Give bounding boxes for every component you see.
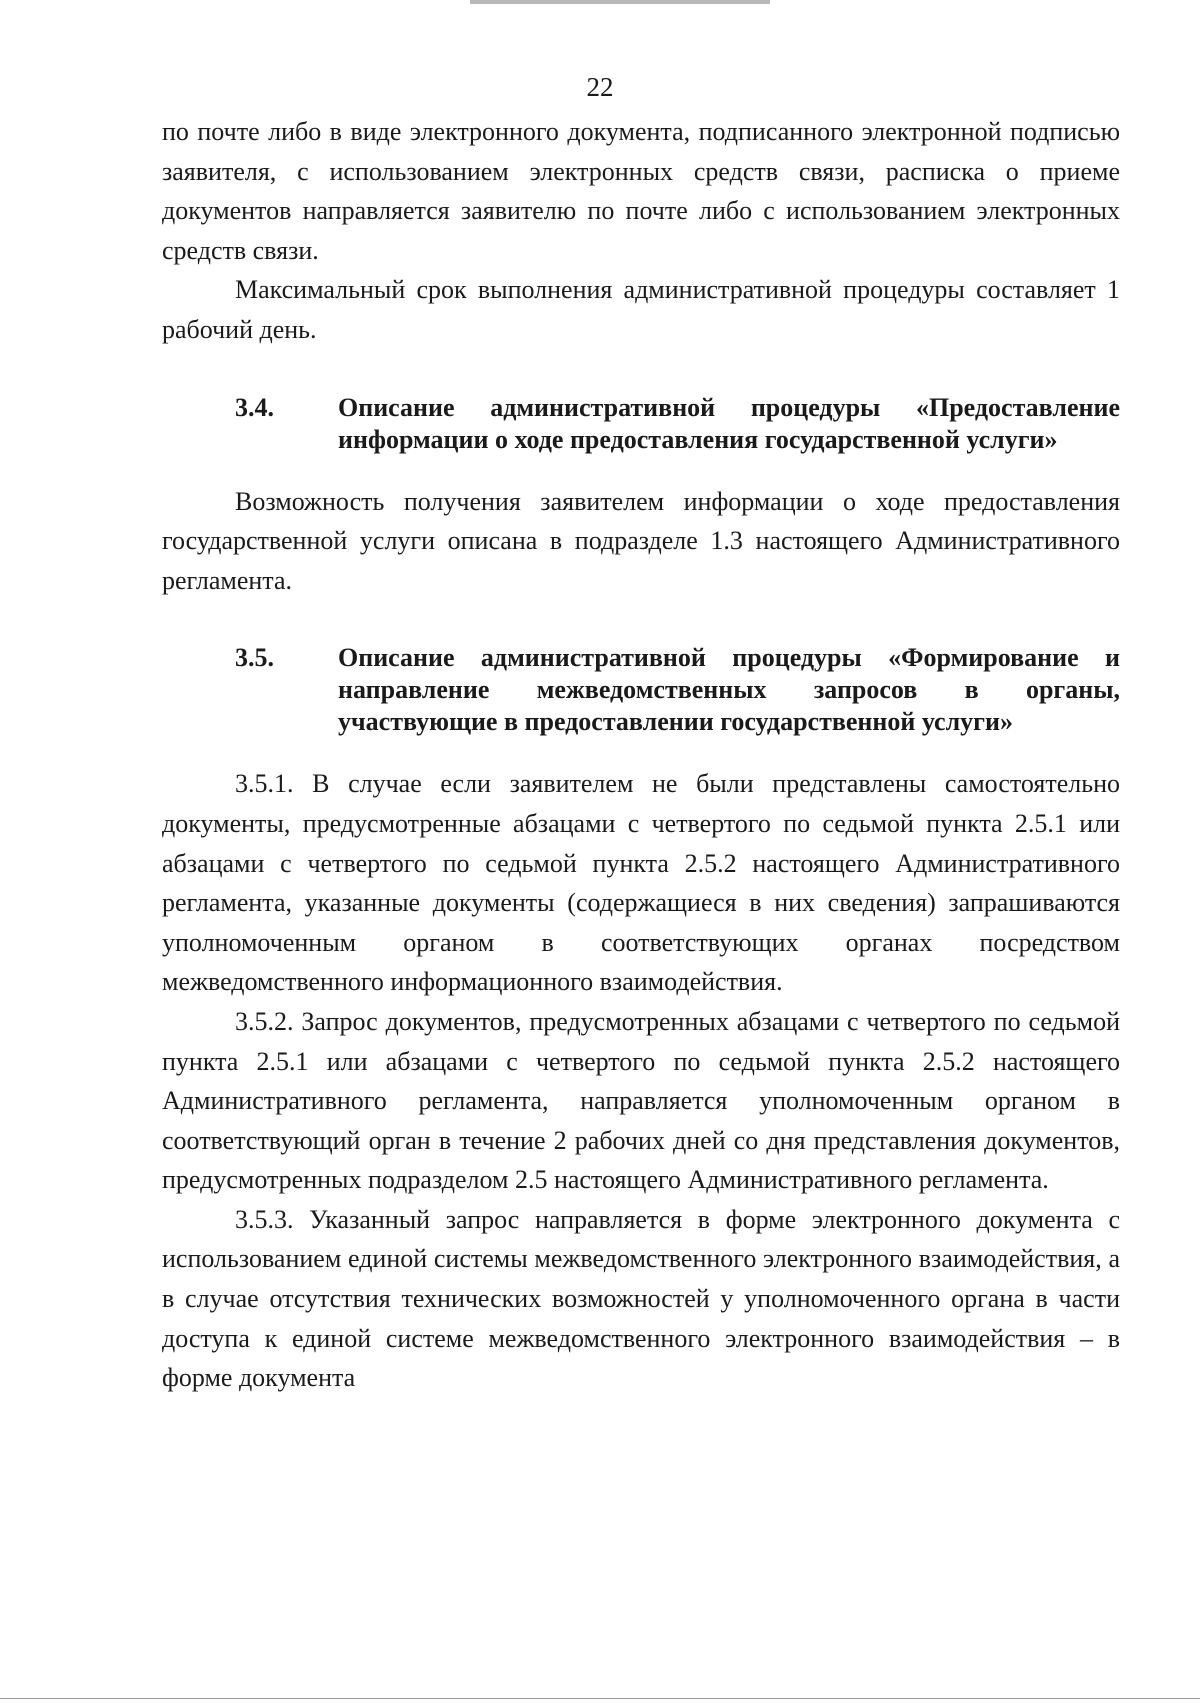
paragraph-3-4-body: Возможность получения заявителем информации о ходе предоставления государственной услуги описана в подразделе 1.3 настоящего Административного регламента. [162,486,1120,595]
section-title: Описание административной процедуры «Формирование и направление межведомственных запросов в органы, участвующие в предоставлении государственной услуги» [338,643,1120,737]
section-heading-3-4 [162,392,1120,456]
page-number: 22 [586,72,614,102]
section-title: Описание административной процедуры «Предоставление информации о ходе предоставления государственной услуги» [338,392,1120,454]
section-number: 3.5. [235,643,274,673]
paragraph-max-term: Максимальный срок выполнения административной процедуры составляет 1 рабочий день. [162,275,1120,344]
paragraph-continuation: по почте либо в виде электронного документа, подписанного электронной подписью заявителя, с использованием электронных средств связи, расписка о приеме документов направляется заявителю по почте либо с использованием электронных средств связи. [162,117,1120,265]
section-heading-3-5 [162,642,1120,738]
section-number: 3.4. [235,392,274,422]
document-body [162,112,1120,1398]
paragraph-3-5-1: 3.5.1. В случае если заявителем не были представлены самостоятельно документы, предусмотренные абзацами с четвертого по седьмой пункта 2.5.1 или абзацами с четвертого по седьмой пункта 2.5.2 настоящего Административного регламента, указанные документы (содержащиеся в них сведения) запрашиваются уполномоченным органом в соответствующих органах посредством межведомственного информационного взаимодействия. [162,769,1120,997]
paragraph-3-5-2: 3.5.2. Запрос документов, предусмотренных абзацами с четвертого по седьмой пункта 2.5.1 или абзацами с четвертого по седьмой пункта 2.5.2 настоящего Административного регламента, направляется уполномоченным органом в соответствующий орган в течение 2 рабочих дней со дня представления документов, предусмотренных подразделом 2.5 настоящего Административного регламента. [162,1006,1120,1195]
paragraph-3-5-3: 3.5.3. Указанный запрос направляется в форме электронного документа с использованием единой системы межведомственного электронного взаимодействия, а в случае отсутствия технических возможностей у уполномоченного органа в части доступа к единой системе межведомственного электронного взаимодействия – в форме документа [162,1204,1120,1393]
scan-artifact-bottom [0,1698,1200,1699]
scan-artifact-top [470,0,770,4]
